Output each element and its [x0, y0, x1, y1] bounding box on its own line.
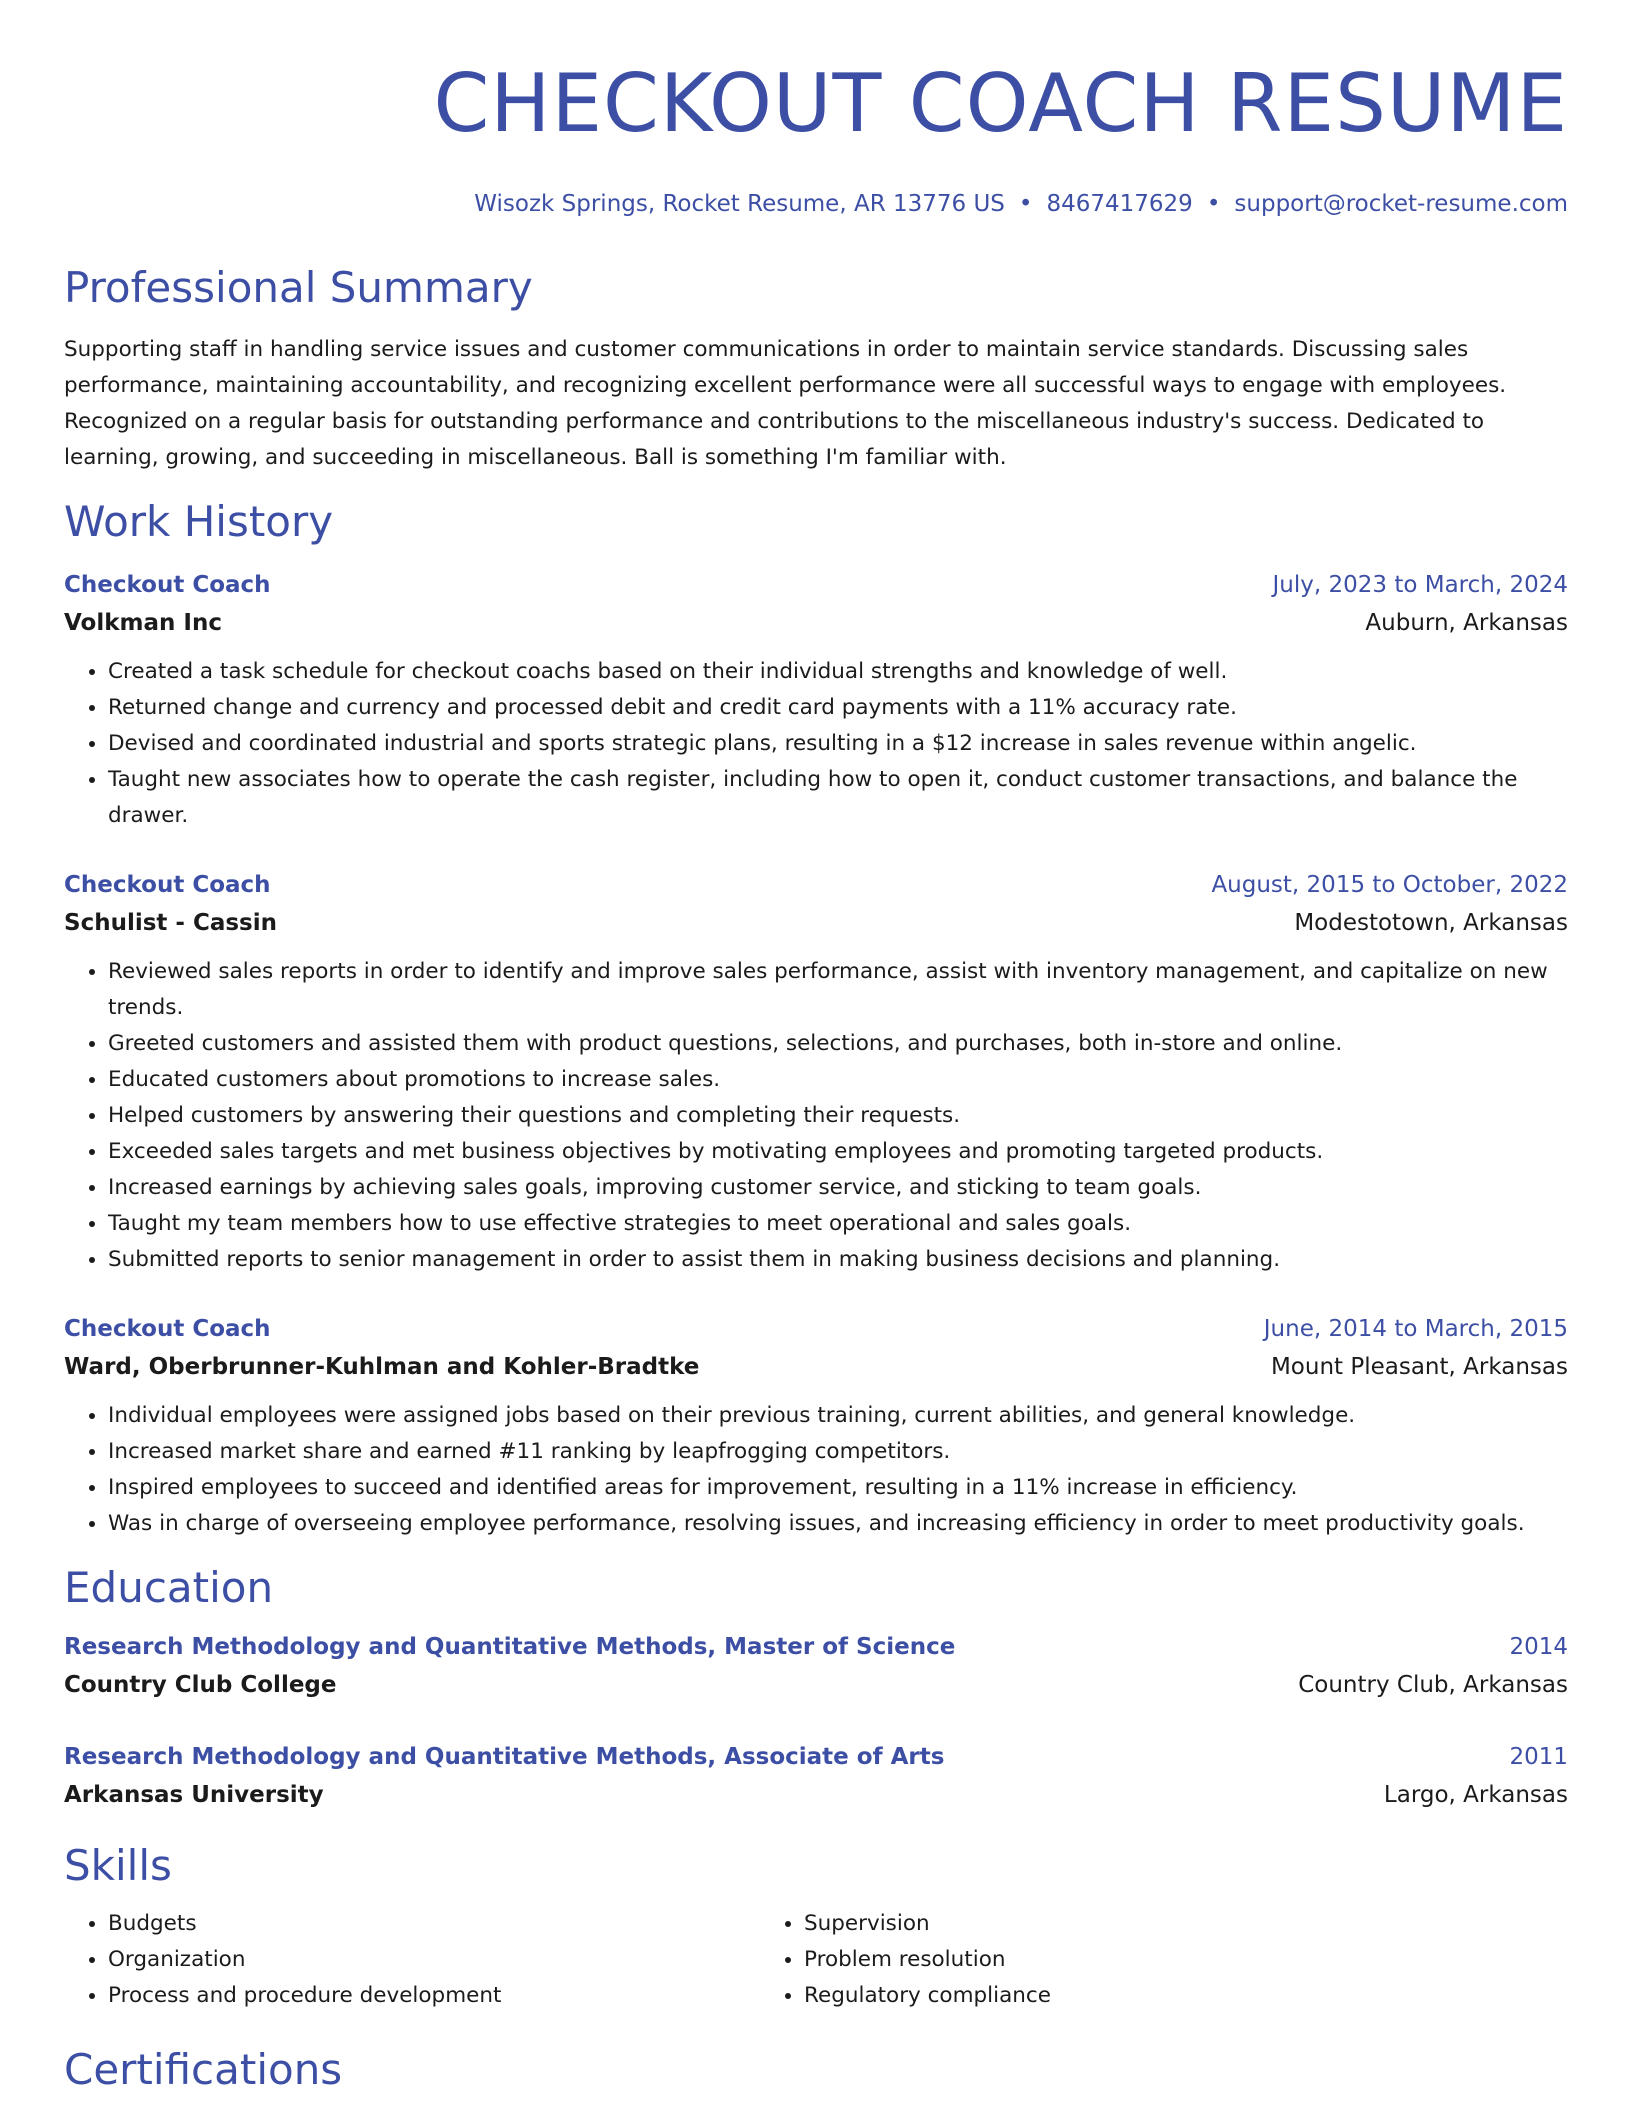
job-bullet: • Taught my team members how to use effective strategies to meet operational and sales goals.: [108, 1206, 1568, 1242]
contact-separator: •: [1018, 191, 1033, 217]
summary-text: Supporting staff in handling service issues and customer communications in order to maintain service standards. Discussing sales performance, maintaining accountability, and recognizing excellent performance were all successful ways to engage with employees. Recognized on a regular basis for outstanding performance and contributions to the miscellaneous industry's success. Dedicated to learning, growing, and succeeding in miscellaneous. Ball is something I'm familiar with.: [64, 337, 1507, 470]
job-company: Ward, Oberbrunner-Kuhlman and Kohler-Bradtke: [64, 1354, 700, 1380]
job-bullet: • Taught new associates how to operate the cash register, including how to open it, conduct customer transactions, and balance the drawer.: [108, 762, 1568, 834]
contact-email: support@rocket-resume.com: [1234, 191, 1568, 217]
job-location: Auburn, Arkansas: [1365, 610, 1568, 636]
job-bullet: • Increased market share and earned #11 ranking by leapfrogging competitors.: [108, 1434, 1568, 1470]
job-location: Modestotown, Arkansas: [1294, 910, 1568, 936]
job-bullet: • Exceeded sales targets and met business objectives by motivating employees and promoting targeted products.: [108, 1134, 1568, 1170]
job-entry: [64, 1310, 1568, 1542]
education-year: 2014: [1509, 1634, 1568, 1660]
education-location: Largo, Arkansas: [1383, 1782, 1568, 1808]
job-bullet: • Submitted reports to senior management in order to assist them in making business decisions and planning.: [108, 1242, 1568, 1278]
summary-heading: Professional Summary: [64, 263, 533, 312]
job-bullet: • Created a task schedule for checkout coachs based on their individual strengths and knowledge of well.: [108, 654, 1568, 690]
skill-item: • Problem resolution: [804, 1942, 1456, 1978]
skill-item: • Supervision: [804, 1906, 1456, 1942]
contact-phone: 8467417629: [1046, 191, 1193, 217]
skill-item: • Budgets: [108, 1906, 760, 1942]
certifications-section: [64, 2042, 1568, 2098]
job-bullets: [64, 954, 1568, 1278]
education-school: Country Club College: [64, 1672, 337, 1698]
job-bullet: • Returned change and currency and processed debit and credit card payments with a 11% accuracy rate.: [108, 690, 1568, 726]
education-section: [64, 1560, 1568, 1814]
skills-list-right: [760, 1906, 1456, 2014]
job-title: Checkout Coach: [64, 872, 271, 898]
job-bullets: [64, 654, 1568, 834]
job-bullet: • Individual employees were assigned jobs based on their previous training, current abilities, and general knowledge.: [108, 1398, 1568, 1434]
job-dates: August, 2015 to October, 2022: [1211, 872, 1568, 898]
job-entry: [64, 566, 1568, 834]
job-location: Mount Pleasant, Arkansas: [1270, 1354, 1568, 1380]
skills-heading: Skills: [64, 1841, 172, 1890]
skill-item: • Regulatory compliance: [804, 1978, 1456, 2014]
education-entry: [64, 1738, 1568, 1814]
skills-columns: [64, 1906, 1568, 2014]
job-bullet: • Greeted customers and assisted them with product questions, selections, and purchases, both in-store and online.: [108, 1026, 1568, 1062]
education-entry: [64, 1628, 1568, 1704]
summary-section: [64, 260, 1568, 476]
resume-title: CHECKOUT COACH RESUME: [433, 57, 1568, 150]
job-entry: [64, 866, 1568, 1278]
job-bullet: • Helped customers by answering their questions and completing their requests.: [108, 1098, 1568, 1134]
work-history-section: [64, 494, 1568, 1542]
job-dates: July, 2023 to March, 2024: [1272, 572, 1568, 598]
skills-section: [64, 1838, 1568, 2014]
job-bullet: • Was in charge of overseeing employee performance, resolving issues, and increasing efficiency in order to meet productivity goals.: [108, 1506, 1568, 1542]
job-bullets: [64, 1398, 1568, 1542]
job-bullet: • Increased earnings by achieving sales goals, improving customer service, and sticking to team goals.: [108, 1170, 1568, 1206]
education-heading: Education: [64, 1563, 274, 1612]
job-bullet: • Reviewed sales reports in order to identify and improve sales performance, assist with inventory management, and capitalize on new trends.: [108, 954, 1568, 1026]
job-company: Volkman Inc: [64, 610, 222, 636]
contact-line: [64, 188, 1568, 220]
job-company: Schulist - Cassin: [64, 910, 277, 936]
contact-separator: •: [1206, 191, 1221, 217]
certifications-heading: Certifications: [64, 2045, 343, 2094]
skills-list-left: [64, 1906, 760, 2014]
education-degree: Research Methodology and Quantitative Methods, Associate of Arts: [64, 1744, 945, 1770]
education-year: 2011: [1509, 1744, 1568, 1770]
resume-header: [64, 0, 1568, 220]
job-title: Checkout Coach: [64, 1316, 271, 1342]
job-dates: June, 2014 to March, 2015: [1263, 1316, 1568, 1342]
skill-item: • Organization: [108, 1942, 760, 1978]
job-bullet: • Devised and coordinated industrial and sports strategic plans, resulting in a $12 increase in sales revenue within angelic.: [108, 726, 1568, 762]
skill-item: • Process and procedure development: [108, 1978, 760, 2014]
contact-address: Wisozk Springs, Rocket Resume, AR 13776 US: [474, 191, 1005, 217]
job-title: Checkout Coach: [64, 572, 271, 598]
job-bullet: • Educated customers about promotions to increase sales.: [108, 1062, 1568, 1098]
job-bullet: • Inspired employees to succeed and identified areas for improvement, resulting in a 11% increase in efficiency.: [108, 1470, 1568, 1506]
education-location: Country Club, Arkansas: [1298, 1672, 1568, 1698]
education-degree: Research Methodology and Quantitative Methods, Master of Science: [64, 1634, 956, 1660]
education-school: Arkansas University: [64, 1782, 324, 1808]
work-history-heading: Work History: [64, 497, 334, 546]
